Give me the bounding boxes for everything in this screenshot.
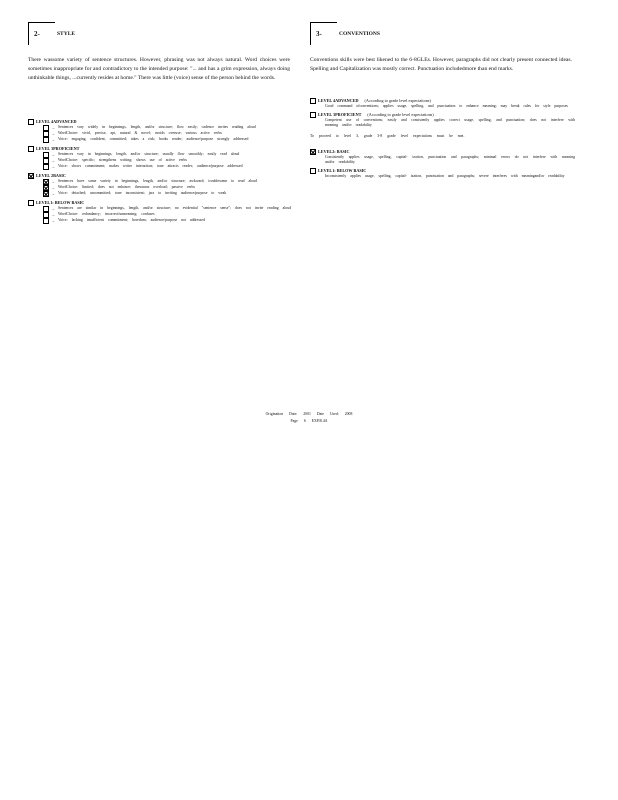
- style-level: [28, 118, 293, 143]
- criterion-checkbox[interactable]: [43, 191, 49, 197]
- conventions-level-name: LEVEL 4ADVANCED: [318, 98, 359, 103]
- style-level-name: LEVEL1: BELOW BASIC: [36, 200, 85, 205]
- style-level: [28, 172, 293, 197]
- level-checkbox[interactable]: [28, 200, 34, 206]
- criterion-checkbox[interactable]: [43, 164, 49, 170]
- criterion-text: Voice: shows commitment; makes writer interaction; tone attracts reader; audience/purpose addressed: [58, 164, 243, 168]
- level-checkbox[interactable]: [28, 146, 34, 152]
- conventions-level-description: Inconsistently applies usage, spelling, capital- ization, punctuation and paragraphs; severe interferes with meaningand/or readability: [325, 174, 565, 178]
- level-checkbox[interactable]: [310, 98, 316, 104]
- footer-line-1: Origination Date: 2001 Date Used: 2008: [265, 412, 353, 416]
- style-number: 2-: [34, 30, 40, 38]
- conventions-title: CONVENTIONS: [339, 31, 380, 37]
- style-criterion: [43, 218, 293, 224]
- criterion-checkbox[interactable]: [43, 137, 49, 143]
- style-paragraph: There wassome variety of sentence structures. However, phrasing was not always natural. Word choices were sometimes inappropriate for and contradictory to the intended purpose: "... and has a grim expression, always doing unthinkable things, ...currently resides at home." There was little (voice) sense of the person behind the words.: [28, 57, 290, 81]
- criterion-text: WordChoice: specific; strengthens writing; shows use of active verbs: [58, 158, 187, 162]
- level-checkbox[interactable]: [310, 168, 316, 174]
- conventions-level: [310, 97, 575, 109]
- arrow-icon: →: [51, 158, 55, 163]
- conventions-number: 3-: [316, 30, 322, 38]
- style-level-header: [28, 199, 293, 206]
- style-criterion: [43, 137, 293, 143]
- criterion-text: WordChoice: redundancy; incorrect/unmeaning; confuses: [58, 212, 155, 216]
- conventions-level-description: Consistently applies usage, spelling, capital- ization, punctuation and paragraphs; minimal errors do not interfere with meaning and/or readability: [325, 155, 575, 164]
- arrow-icon: →: [51, 191, 55, 196]
- criterion-text: Sentences are similar in beginnings, length, and/or structure; no evidential "sentence sense"; does not invite reading aloud: [58, 206, 292, 210]
- style-level-name: LEVEL 2BASIC: [36, 173, 66, 178]
- footer: [0, 411, 618, 425]
- style-level: [28, 199, 293, 224]
- level-checkbox[interactable]: [310, 149, 316, 155]
- conventions-level-name: LEVEL 3PROFICIENT: [318, 112, 362, 117]
- criterion-text: Sentences vary widely in beginnings, length, and/or structure; flow easily; cadence invites reading aloud: [58, 125, 256, 129]
- conventions-level-header: [310, 97, 575, 104]
- conventions-level: [310, 111, 575, 128]
- style-level-header: [28, 145, 293, 152]
- criterion-text: Sentences vary in beginnings, length, and/or structure; usually flow smoothly; easily read aloud: [58, 152, 240, 156]
- conventions-level-description: Competent use of conventions; easily and consistently applies correct usage, spelling, and punctuation; does not interfere with meaning and/or readability: [325, 118, 575, 127]
- style-level-name: LEVEL 3PROFICIENT: [36, 146, 80, 151]
- conventions-paragraph: Conventions skills were best likened to the 6-8GLEs. However, paragraphs did not clearly present connected ideas. Spelling and Capitalization was mostly correct. Punctuation includedmore than end marks.: [310, 57, 572, 72]
- criterion-text: WordChoice: vivid, precise, apt, natural & novel; avoids overuse; various active verbs: [58, 131, 222, 135]
- arrow-icon: →: [51, 212, 55, 217]
- arrow-icon: →: [51, 152, 55, 157]
- level-checkbox[interactable]: [28, 119, 34, 125]
- criterion-text: Voice: engaging, confident, committed; takes a risk; hooks reader; audience/purpose strongly addressed: [58, 137, 249, 141]
- arrow-icon: →: [51, 185, 55, 190]
- conventions-level-header: [310, 167, 575, 174]
- level-checkbox[interactable]: [28, 173, 34, 179]
- conventions-level-header: [310, 111, 575, 118]
- style-level-header: [28, 118, 293, 125]
- criterion-text: Voice: lacking insufficient commitment; boredom; audience/purpose not addressed: [58, 218, 205, 222]
- criterion-text: Voice: detached; uncommitted; tone inconsistent; jars to inviting audience/purpose to weak: [58, 191, 227, 195]
- arrow-icon: →: [51, 164, 55, 169]
- criterion-text: WordChoice: limited; does not enhance; thesaurus overload; passive verbs: [58, 185, 195, 189]
- style-criterion: [43, 191, 293, 197]
- style-header-box: [28, 22, 76, 45]
- conventions-level-qualifier: (According to grade level expectations): [367, 112, 434, 117]
- conventions-level-name: LEVEL2: BASIC: [318, 149, 350, 154]
- arrow-icon: →: [51, 131, 55, 136]
- criterion-checkbox[interactable]: [43, 218, 49, 224]
- criterion-text: Sentences have some variety in beginnings, length, and/or structure; awkward; troublesome to read aloud: [58, 179, 257, 183]
- style-level-header: [28, 172, 293, 179]
- conventions-level-description: Good command ofconventions; applies usage, spelling, and punctuation to enhance meaning; may break rules for style purposes: [325, 104, 568, 108]
- style-level-name: LEVEL 4ADVANCED: [36, 119, 77, 124]
- style-level: [28, 145, 293, 170]
- arrow-icon: →: [51, 179, 55, 184]
- conventions-level: [310, 148, 575, 165]
- conventions-level: [310, 167, 575, 179]
- footer-line-2: Page 6 EXP.R.4A: [290, 419, 328, 423]
- conventions-note: To proceed to level 3, grade 3-8 grade level expectations must be met.: [310, 134, 465, 138]
- conventions-levels: [310, 97, 575, 181]
- arrow-icon: →: [51, 125, 55, 130]
- conventions-level-header: [310, 148, 575, 155]
- conventions-header-box: [310, 22, 380, 45]
- arrow-icon: →: [51, 206, 55, 211]
- level-checkbox[interactable]: [310, 112, 316, 118]
- conventions-level-name: LEVEL1: BELOW BASIC: [318, 168, 367, 173]
- arrow-icon: →: [51, 218, 55, 223]
- style-levels: [28, 118, 293, 226]
- arrow-icon: →: [51, 137, 55, 142]
- style-criterion: [43, 164, 293, 170]
- style-title: STYLE: [57, 31, 76, 37]
- conventions-level-qualifier: (According to grade level expectations): [364, 98, 431, 103]
